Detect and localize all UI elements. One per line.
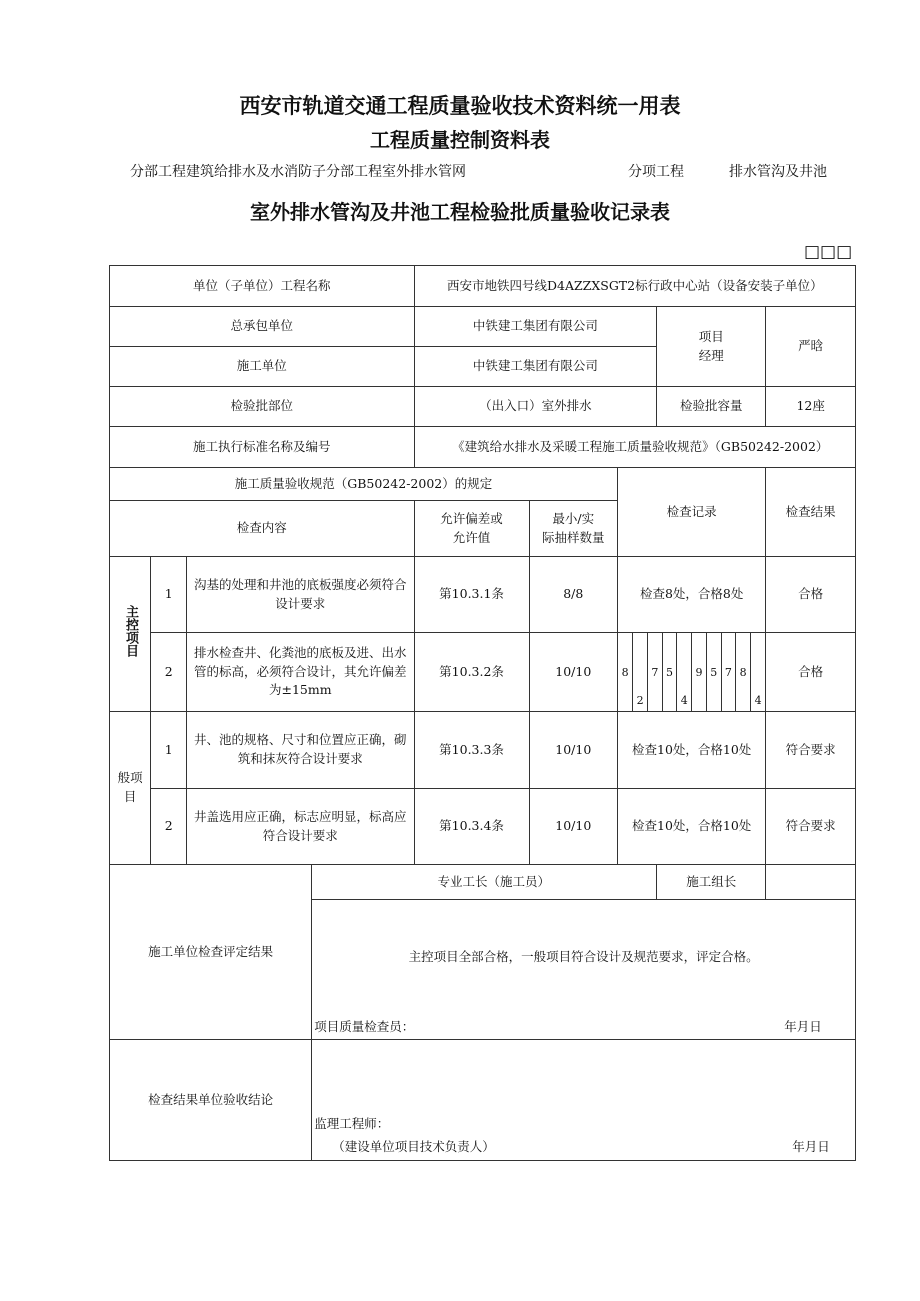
measurement-cell: 4 (677, 633, 692, 711)
eval-conclusion: 主控项目全部合格，一般项目符合设计及规范要求，评定合格。 (408, 949, 759, 964)
item-content: 井、池的规格、尺寸和位置应正确，砌筑和抹灰符合设计要求 (187, 712, 415, 789)
spec-header: 施工质量验收规范（GB50242-2002）的规定 (110, 468, 618, 501)
measurement-grid (618, 633, 766, 712)
sub-item-value: 排水管沟及井池 (729, 164, 827, 180)
document-subtitle: 工程质量控制资料表 (370, 128, 550, 152)
item-clause: 第10.3.3条 (414, 712, 529, 789)
measurement-cell: 7 (721, 633, 736, 711)
eval-date-label: 年月日 (784, 1019, 822, 1035)
sample-header: 最小/实 际抽样数量 (529, 501, 618, 557)
content-header: 检查内容 (110, 501, 415, 557)
inspection-table (109, 265, 856, 1161)
item-sample: 10/10 (529, 712, 618, 789)
supervisor-label: 监理工程师： (314, 1116, 390, 1131)
row-number: 2 (151, 633, 187, 712)
foreman-label: 专业工长（施工员） (312, 865, 657, 900)
sub-item-label: 分项工程 (628, 164, 684, 180)
owner-tech-lead-label: （建设单位项目技术负责人） (332, 1139, 495, 1154)
row-number: 2 (151, 789, 187, 865)
record-header: 检查记录 (618, 468, 766, 557)
measurement-cell: 4 (754, 693, 762, 707)
item-result: 符合要求 (766, 789, 856, 865)
measurement-cell: 2 (633, 633, 648, 711)
general-items-label: 般项 目 (110, 712, 151, 865)
item-clause: 第10.3.1条 (414, 557, 529, 633)
item-sample: 10/10 (529, 789, 618, 865)
measurement-cell: 9 (692, 633, 707, 711)
measurement-cell: 7 (647, 633, 662, 711)
measurement-cell: 5 (706, 633, 721, 711)
builder-label: 施工单位 (110, 347, 415, 387)
construction-eval-body (312, 900, 856, 1040)
tolerance-header: 允许偏差或 允许值 (414, 501, 529, 557)
record-title: 室外排水管沟及井池工程检验批质量验收记录表 (250, 200, 670, 224)
team-leader-signature (766, 865, 856, 900)
standard-value: 《建筑给水排水及采暖工程施工质量验收规范》（GB50242-2002） (414, 427, 855, 468)
item-record: 检查10处，合格10处 (618, 712, 766, 789)
row-number: 1 (151, 712, 187, 789)
item-sample: 10/10 (529, 633, 618, 712)
item-result: 合格 (766, 557, 856, 633)
measurement-cell: 8 (618, 633, 633, 711)
batch-capacity-value: 12座 (766, 387, 856, 427)
sub-division-label: 分部工程建筑给排水及水消防子分部工程室外排水管网 (130, 164, 466, 180)
item-content: 排水检查井、化粪池的底板及进、出水管的标高，必须符合设计，其允许偏差为±15mm (187, 633, 415, 712)
batch-part-label: 检验批部位 (110, 387, 415, 427)
item-clause: 第10.3.4条 (414, 789, 529, 865)
item-result: 符合要求 (766, 712, 856, 789)
item-result: 合格 (766, 633, 856, 712)
acceptance-body (312, 1040, 856, 1161)
contractor-value: 中铁建工集团有限公司 (414, 307, 657, 347)
item-clause: 第10.3.2条 (414, 633, 529, 712)
contractor-label: 总承包单位 (110, 307, 415, 347)
item-sample: 8/8 (529, 557, 618, 633)
builder-value: 中铁建工集团有限公司 (414, 347, 657, 387)
document-title: 西安市轨道交通工程质量验收技术资料统一用表 (239, 94, 681, 118)
team-leader-label: 施工组长 (657, 865, 766, 900)
acceptance-label: 检查结果单位验收结论 (110, 1040, 312, 1161)
acceptance-date-label: 年月日 (792, 1139, 830, 1154)
batch-part-value: （出入口）室外排水 (414, 387, 657, 427)
project-manager-value: 严晗 (766, 307, 856, 387)
batch-capacity-label: 检验批容量 (657, 387, 766, 427)
standard-label: 施工执行标准名称及编号 (110, 427, 415, 468)
project-manager-label: 项目 经理 (657, 307, 766, 387)
row-number: 1 (151, 557, 187, 633)
measurement-cell: 5 (662, 633, 677, 711)
code-boxes: □□□ (804, 242, 853, 262)
item-content: 沟基的处理和井池的底板强度必须符合设计要求 (187, 557, 415, 633)
quality-inspector-label: 项目质量检查员： (314, 1019, 415, 1035)
construction-eval-label: 施工单位检查评定结果 (110, 865, 312, 1040)
main-items-label: 主控项目 (110, 557, 151, 712)
item-record: 检查8处，合格8处 (618, 557, 766, 633)
project-name-value: 西安市地铁四号线D4AZZXSGT2标行政中心站（设备安装子单位） (414, 266, 855, 307)
item-content: 井盖选用应正确，标志应明显，标高应符合设计要求 (187, 789, 415, 865)
measurement-cell: 8 (736, 633, 751, 711)
result-header: 检查结果 (766, 468, 856, 557)
item-record: 检查10处，合格10处 (618, 789, 766, 865)
project-name-label: 单位（子单位）工程名称 (110, 266, 415, 307)
